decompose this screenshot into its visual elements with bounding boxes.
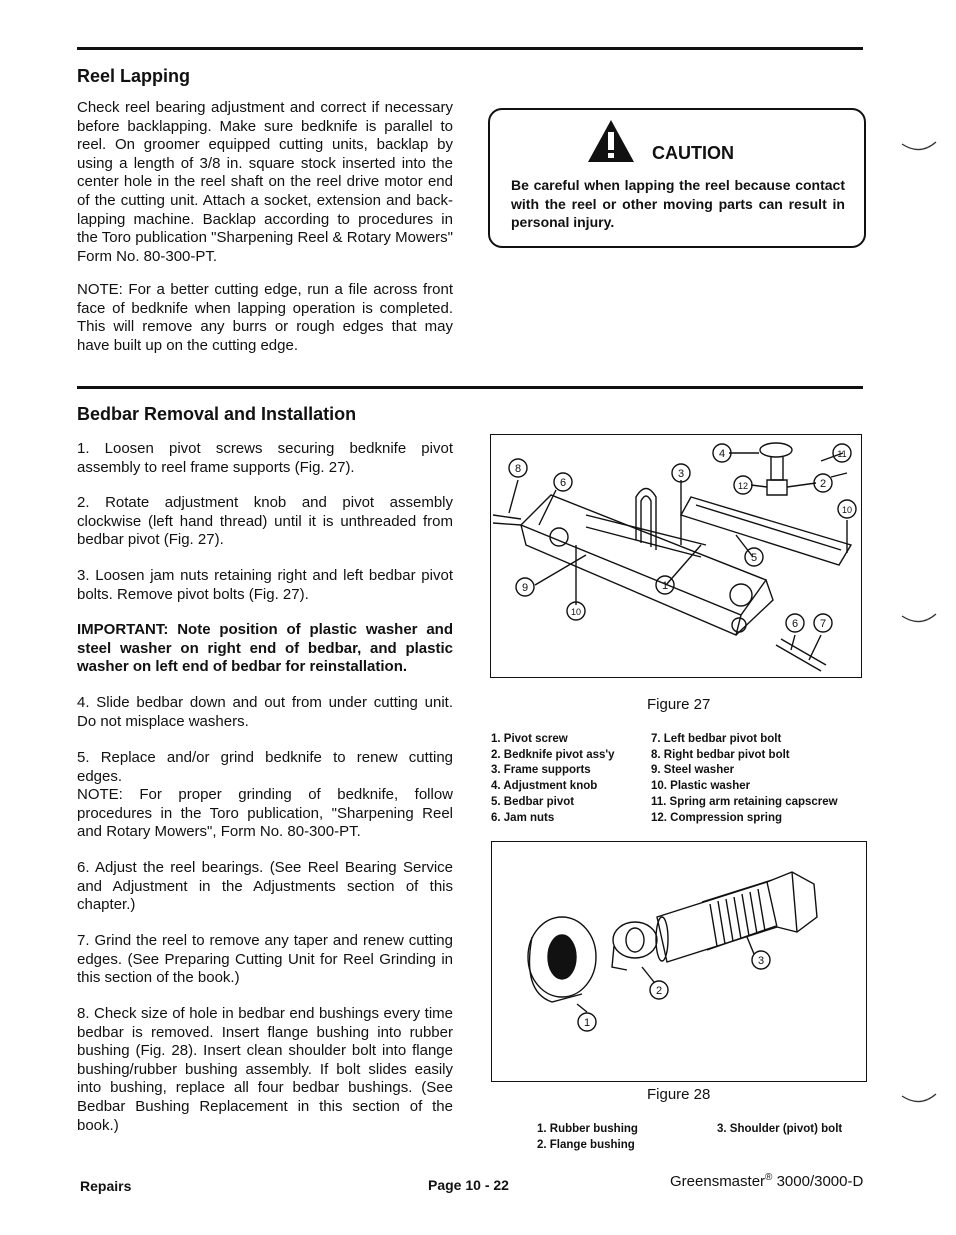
figure-27-legend-right xyxy=(651,732,838,826)
legend-item: 2. Bedknife pivot ass'y xyxy=(491,748,615,761)
legend-item: 2. Flange bushing xyxy=(537,1138,635,1151)
fig27-callout-5: 5 xyxy=(750,552,758,564)
footer-section: Repairs xyxy=(80,1178,132,1194)
legend-item: 8. Right bedbar pivot bolt xyxy=(651,748,790,761)
figure-28-drawing xyxy=(492,842,865,1080)
figure-27-drawing xyxy=(491,435,860,676)
figure-28-box xyxy=(491,841,867,1082)
fig27-callout-6b: 6 xyxy=(791,618,799,630)
legend-item: 5. Bedbar pivot xyxy=(491,795,575,808)
legend-item: 9. Steel washer xyxy=(651,764,735,777)
binder-mark-icon xyxy=(900,612,938,626)
legend-item: 4. Adjustment knob xyxy=(491,780,598,793)
section-rule-middle xyxy=(77,386,863,389)
caution-text: Be careful when lapping the reel because contact with the reel or other moving parts can result in personal injury. xyxy=(511,177,845,231)
bedbar-step-8: 8. Check size of hole in bedbar end bushings every time bedbar is removed. Insert flange bushing into rubber bushing (Fig. 28). Insert clean shoulder bolt into flange bushing/rubber bushing assembly. If bolt slides easily into bushing, replace all four bedbar bushings. (See Bedbar Bushing Replacement in this section of the book.) xyxy=(77,1005,453,1134)
bedbar-step-2: 2. Rotate adjustment knob and pivot assembly clockwise (left hand thread) until it is unthreaded from bedbar pivot (Fig. 27). xyxy=(77,494,453,549)
figure-28-legend-right xyxy=(717,1122,842,1138)
bedbar-heading: Bedbar Removal and Installation xyxy=(77,404,357,424)
figure-28-legend-left xyxy=(537,1122,638,1153)
legend-item: 3. Frame supports xyxy=(491,764,591,777)
fig27-callout-10b: 10 xyxy=(570,607,582,617)
figure-27-caption: Figure 27 xyxy=(647,696,711,713)
reel-lapping-note: NOTE: For a better cutting edge, run a file across front face of bedknife when lapping operation is completed. This will remove any burrs or rough edges that may have built up on the cutting edge. xyxy=(77,281,453,354)
footer-page-number: Page 10 - 22 xyxy=(428,1177,509,1193)
legend-item: 1. Pivot screw xyxy=(491,733,568,745)
legend-item: 11. Spring arm retaining capscrew xyxy=(651,795,838,808)
fig27-callout-2: 2 xyxy=(819,478,827,490)
fig27-callout-9: 9 xyxy=(521,582,529,594)
fig27-callout-3: 3 xyxy=(677,468,685,480)
bedbar-step-3: 3. Loosen jam nuts retaining right and left bedbar pivot bolts. Remove pivot bolts (Fig. 27). xyxy=(77,567,453,603)
fig28-callout-2: 2 xyxy=(655,985,663,997)
figure-27-box xyxy=(490,434,862,678)
registered-mark: ® xyxy=(765,1172,773,1183)
fig28-callout-1: 1 xyxy=(583,1017,591,1029)
figure-28-caption: Figure 28 xyxy=(647,1086,711,1103)
footer-product xyxy=(670,1172,863,1190)
binder-mark-icon xyxy=(900,140,938,154)
bedbar-step-5: 5. Replace and/or grind bedknife to renew cutting edges. xyxy=(77,749,453,785)
bedbar-step-4: 4. Slide bedbar down and out from under cutting unit. Do not misplace washers. xyxy=(77,694,453,730)
legend-item: 1. Rubber bushing xyxy=(537,1123,638,1135)
fig27-callout-7: 7 xyxy=(819,618,827,630)
legend-item: 7. Left bedbar pivot bolt xyxy=(651,733,782,745)
fig28-callout-3: 3 xyxy=(757,955,765,967)
footer-brand: Greensmaster xyxy=(670,1173,766,1190)
fig27-callout-8: 8 xyxy=(514,463,522,475)
fig27-callout-1: 1 xyxy=(661,580,669,592)
binder-mark-icon xyxy=(900,1092,938,1106)
bedbar-important-note: IMPORTANT: Note position of plastic washer and steel washer on right end of bedbar, and plastic washer on left end of bedbar for reinstallation. xyxy=(77,621,453,676)
legend-item: 10. Plastic washer xyxy=(651,780,751,793)
fig27-callout-12: 12 xyxy=(737,481,749,491)
legend-item: 12. Compression spring xyxy=(651,811,783,824)
bedbar-grinding-note: NOTE: For proper grinding of bedknife, follow procedures in the Toro publication, "Sharpening Reel and Rotary Mowers", Form No. 80-300-PT. xyxy=(77,786,453,841)
fig27-callout-6a: 6 xyxy=(559,477,567,489)
legend-item: 3. Shoulder (pivot) bolt xyxy=(717,1123,843,1135)
footer-model: 3000/3000-D xyxy=(772,1173,864,1190)
bedbar-step-7: 7. Grind the reel to remove any taper and renew cutting edges. (See Preparing Cutting Unit for Reel Grinding in this section of the book.) xyxy=(77,932,453,987)
bedbar-step-6: 6. Adjust the reel bearings. (See Reel Bearing Service and Adjustment in the Adjustments section of this chapter.) xyxy=(77,859,453,914)
reel-lapping-heading: Reel Lapping xyxy=(77,66,191,86)
section-rule-top xyxy=(77,47,863,50)
caution-title: CAUTION xyxy=(652,143,734,163)
warning-icon xyxy=(586,118,636,164)
legend-item: 6. Jam nuts xyxy=(491,811,555,824)
bedbar-step-1: 1. Loosen pivot screws securing bedknife pivot assembly to reel frame supports (Fig. 27). xyxy=(77,440,453,476)
fig27-callout-11: 11 xyxy=(837,449,847,459)
fig27-callout-10a: 10 xyxy=(841,505,853,515)
fig27-callout-4: 4 xyxy=(718,448,726,460)
figure-27-legend-left xyxy=(491,732,615,826)
reel-lapping-paragraph: Check reel bearing adjustment and correct if necessary before backlapping. Make sure bedknife is parallel to reel. On groomer equipped cutting units, backlap by using a length of 3/8 in. square stock inserted into the center hole in the reel shaft on the reel drive motor end of the cutting unit. Attach a socket, extension and back-lapping machine. Backlap according to procedures in the Toro publication "Sharpening Reel & Rotary Mowers" Form No. 80-300-PT. xyxy=(77,99,453,265)
